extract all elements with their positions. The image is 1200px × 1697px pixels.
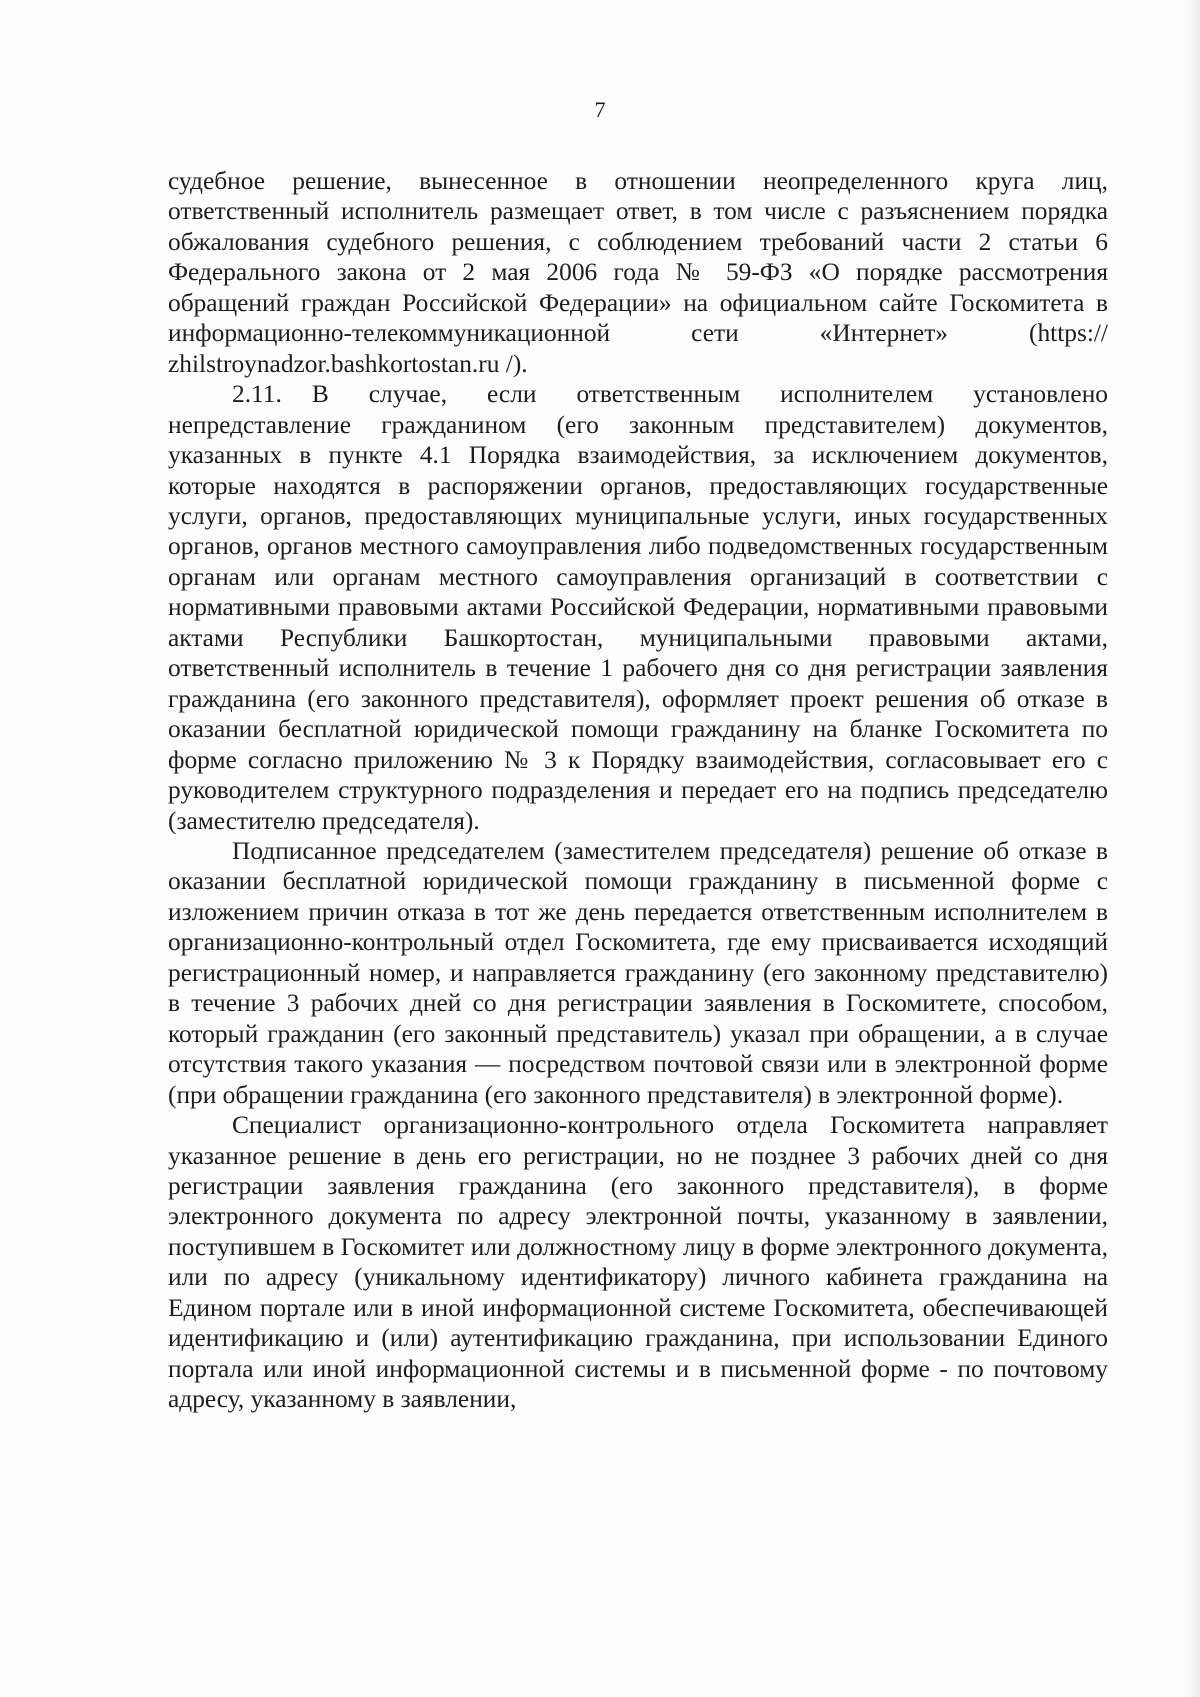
clause-number: 2.11. <box>232 380 282 409</box>
scan-edge <box>1186 0 1200 1697</box>
clause-text: В случае, если ответственным исполнителем установлено непредставление гражданином (его законным представителем) документов, указанных в пункте 4.1 Порядка взаимодействия, за исключением документов, которые находятся в распоряжении органов, предоставляющих государственные услуги, органов, предоставляющих муниципальные услуги, иных государственных органов, органов местного самоуправления либо подведомственных государственным органам или органам местного самоуправления организаций в соответствии с нормативными правовыми актами Российской Федерации, нормативными правовыми актами Республики Башкортостан, муниципальными правовыми актами, ответственный исполнитель в течение 1 рабочего дня со дня регистрации заявления гражданина (его законного представителя), оформляет проект решения об отказе в оказании бесплатной юридической помощи гражданину на бланке Госкомитета по форме согласно приложению № 3 к Порядку взаимодействия, согласовывает его с руководителем структурного подразделения и передает его на подпись председателю (заместителю председателя). <box>168 380 1108 835</box>
paragraph-specialist: Специалист организационно-контрольного отдела Госкомитета направляет указанное решение в день его регистрации, но не позднее 3 рабочих дней со дня регистрации заявления гражданина (его законного представителя), в форме электронного документа по адресу электронной почты, указанному в заявлении, поступившем в Госкомитет или должностному лицу в форме электронного документа, или по адресу (уникальному идентификатору) личного кабинета гражданина на Едином портале или в иной информационной системе Госкомитета, обеспечивающей идентификацию и (или) аутентификацию гражданина, при использовании Единого портала или иной информационной системы и в письменной форме - по почтовому адресу, указанному в заявлении, <box>168 1111 1108 1414</box>
paragraph-continuation: судебное решение, вынесенное в отношении неопределенного круга лиц, ответственный исполнитель размещает ответ, в том числе с разъяснением порядка обжалования судебного решения, с соблюдением требований части 2 статьи 6 Федерального закона от 2 мая 2006 года № 59-ФЗ «О порядке рассмотрения обращений граждан Российской Федерации» на официальном сайте Госкомитета в информационно-телекоммуникационной сети «Интернет» (https:// zhilstroynadzor.bashkortostan.ru /). <box>168 167 1108 378</box>
paragraph-signed-decision: Подписанное председателем (заместителем председателя) решение об отказе в оказании бесплатной юридической помощи гражданину в письменной форме с изложением причин отказа в тот же день передается ответственным исполнителем в организационно-контрольный отдел Госкомитета, где ему присваивается исходящий регистрационный номер, и направляется гражданину (его законному представителю) в течение 3 рабочих дней со дня регистрации заявления в Госкомитете, способом, который гражданин (его законный представитель) указал при обращении, а в случае отсутствия такого указания — посредством почтовой связи или в электронной форме (при обращении гражданина (его законного представителя) в электронной форме). <box>168 836 1108 1109</box>
page-number: 7 <box>594 97 606 122</box>
document-body <box>168 166 1108 1415</box>
paragraph-clause-2-11 <box>168 379 1108 836</box>
